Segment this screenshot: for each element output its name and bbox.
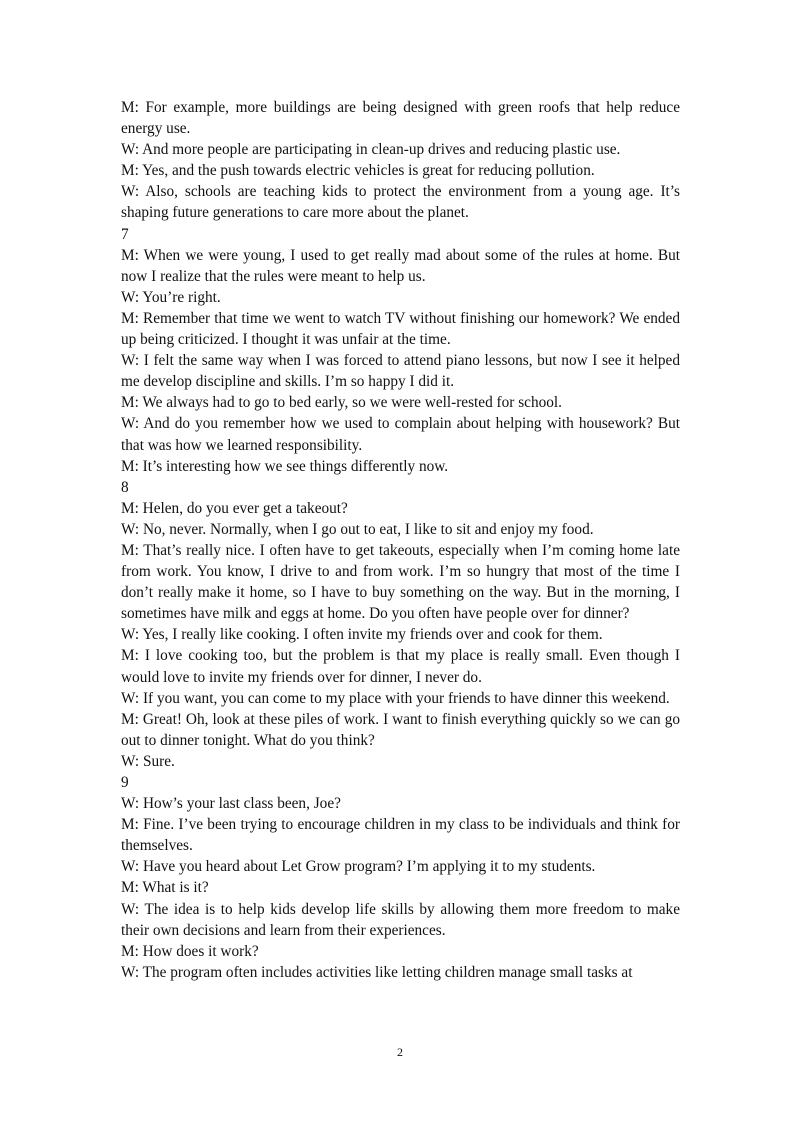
transcript-line: M: Remember that time we went to watch TV without finishing our homework? We ended up being criticized. I thought it was unfair at the time. [121, 309, 680, 349]
section-number: 8 [121, 478, 129, 496]
transcript-line: W: The idea is to help kids develop life skills by allowing them more freedom to make their own decisions and learn from their experiences. [121, 900, 680, 939]
section-number: 9 [121, 774, 129, 791]
transcript-line: M: That’s really nice. I often have to get takeouts, especially when I’m coming home late from work. You know, I drive to and from work. I’m so hungry that most of the time I don’t really make it home, so I have to buy something on the way. But in the morning, I sometimes have milk and eggs at home. Do you often have people over for dinner? [121, 541, 680, 623]
transcript-line: M: Helen, do you ever get a takeout? [121, 499, 348, 517]
transcript-line: M: I love cooking too, but the problem is that my place is really small. Even though I would love to invite my friends over for dinner, I never do. [121, 647, 680, 686]
transcript-line: M: Fine. I’ve been trying to encourage children in my class to be individuals and think for themselves. [121, 816, 680, 855]
section-number: 7 [121, 225, 129, 243]
transcript-text [121, 97, 680, 983]
page-number: 2 [397, 1045, 403, 1059]
transcript-line: M: For example, more buildings are being designed with green roofs that help reduce energy use. [121, 99, 680, 138]
transcript-line: M: Yes, and the push towards electric vehicles is great for reducing pollution. [121, 162, 595, 180]
transcript-line: W: Sure. [121, 752, 175, 770]
transcript-line: M: What is it? [121, 879, 209, 897]
transcript-line: M: Great! Oh, look at these piles of work. I want to finish everything quickly so we can go out to dinner tonight. What do you think? [121, 710, 680, 749]
transcript-line: W: How’s your last class been, Joe? [121, 795, 341, 813]
transcript-line: M: How does it work? [121, 942, 259, 960]
transcript-line: M: When we were young, I used to get really mad about some of the rules at home. But now I realize that the rules were meant to help us. [121, 246, 680, 285]
transcript-line: W: No, never. Normally, when I go out to eat, I like to sit and enjoy my food. [121, 520, 594, 538]
transcript-line: W: You’re right. [121, 288, 221, 306]
transcript-line: M: We always had to go to bed early, so we were well-rested for school. [121, 394, 562, 412]
transcript-line: W: The program often includes activities like letting children manage small tasks at [121, 963, 633, 981]
transcript-line: W: And more people are participating in clean-up drives and reducing plastic use. [121, 141, 621, 159]
transcript-line: W: Also, schools are teaching kids to protect the environment from a young age. It’s shaping future generations to care more about the planet. [121, 183, 680, 222]
transcript-line: M: It’s interesting how we see things differently now. [121, 457, 449, 475]
transcript-line: W: Have you heard about Let Grow program? I’m applying it to my students. [121, 858, 596, 876]
transcript-line: W: I felt the same way when I was forced to attend piano lessons, but now I see it helped me develop discipline and skills. I’m so happy I did it. [121, 352, 680, 391]
transcript-line: W: If you want, you can come to my place with your friends to have dinner this weekend. [121, 689, 670, 707]
transcript-line: W: Yes, I really like cooking. I often invite my friends over and cook for them. [121, 626, 603, 644]
transcript-line: W: And do you remember how we used to complain about helping with housework? But that was how we learned responsibility. [121, 415, 680, 454]
